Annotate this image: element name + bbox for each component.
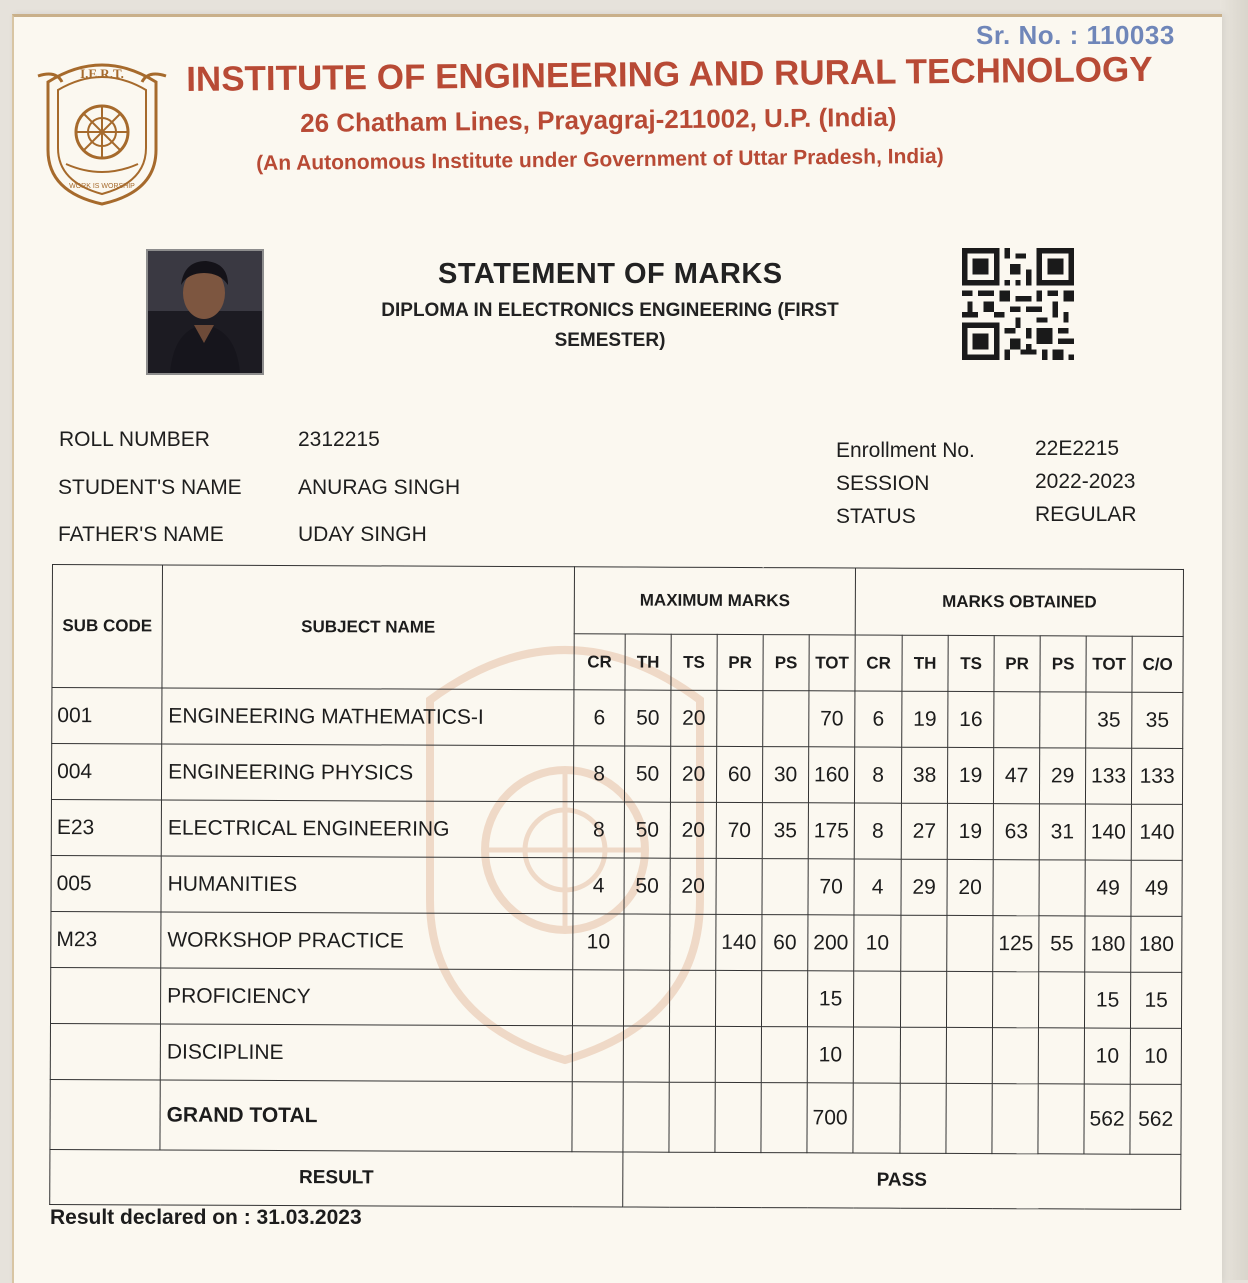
grand-total-label: GRAND TOTAL: [160, 1080, 572, 1152]
max-cr-cell: 6: [574, 690, 625, 746]
obt-cr-cell: 8: [854, 803, 901, 859]
grand-max-pr: [715, 1082, 761, 1152]
grand-max-th: [623, 1082, 669, 1152]
enrollment-label: Enrollment No.: [836, 439, 975, 462]
obt-tot-cell: 15: [1085, 972, 1131, 1028]
institute-address: 26 Chatham Lines, Prayagraj-211002, U.P. (India): [300, 101, 897, 138]
max-ts-cell: [669, 970, 715, 1026]
svg-text:WORK IS WORSHIP: WORK IS WORSHIP: [69, 183, 135, 190]
max-th-cell: 50: [625, 690, 671, 746]
obt-th-cell: [901, 971, 947, 1027]
max-ps-cell: 35: [762, 803, 808, 859]
obt-ts-cell: 19: [947, 803, 993, 859]
subject-code: 001: [52, 688, 162, 744]
max-ps-cell: 30: [762, 747, 808, 803]
obt-ts-cell: 16: [948, 691, 994, 747]
obt-co-cell: 15: [1131, 972, 1182, 1028]
max-th-cell: [623, 970, 669, 1026]
subject-code: M23: [51, 911, 161, 967]
obt-cr-cell: 10: [854, 915, 901, 971]
grand-max-ps: [761, 1083, 807, 1153]
obt-co-cell: 10: [1130, 1028, 1181, 1084]
result-value: PASS: [623, 1152, 1181, 1209]
grand-max-ts: [669, 1082, 715, 1152]
subject-row: [51, 911, 1182, 972]
subject-row: [51, 799, 1182, 860]
marks-table: [49, 564, 1184, 1210]
max-cr-cell: [572, 1026, 623, 1082]
max-pr-cell: [716, 858, 762, 914]
max-tot-cell: 10: [807, 1027, 853, 1083]
obt-tot-cell: 49: [1085, 860, 1131, 916]
obt-ps-cell: 31: [1039, 804, 1085, 860]
max-pr-cell: 140: [716, 914, 762, 970]
subject-name: ELECTRICAL ENGINEERING: [161, 800, 573, 858]
obt-pr-cell: 125: [993, 916, 1039, 972]
header-maximum-marks: MAXIMUM MARKS: [574, 567, 855, 635]
max-cr-cell: 8: [573, 746, 624, 802]
obt-ps-cell: [1039, 972, 1085, 1028]
subject-row: [51, 744, 1182, 805]
max-ts-cell: 20: [670, 858, 716, 914]
obt-co-cell: 133: [1131, 748, 1182, 804]
student-name-value: ANURAG SINGH: [298, 476, 461, 499]
grand-max-cr: [572, 1082, 623, 1152]
col-obt-pr: PR: [994, 636, 1040, 692]
grand-obt-th: [900, 1083, 946, 1153]
grand-obt-ts: [946, 1083, 992, 1153]
max-pr-cell: 60: [716, 746, 762, 802]
page-edge: [1220, 0, 1248, 1280]
grand-obt-tot: 562: [1084, 1084, 1130, 1154]
max-ts-cell: [670, 914, 716, 970]
max-pr-cell: [715, 970, 761, 1026]
obt-tot-cell: 133: [1085, 748, 1131, 804]
grand-obt-cr: [853, 1083, 900, 1153]
roll-number-value: 2312215: [298, 428, 380, 451]
obt-pr-cell: [993, 860, 1039, 916]
max-ts-cell: 20: [671, 690, 717, 746]
subject-name: ENGINEERING MATHEMATICS-I: [162, 688, 574, 746]
max-tot-cell: 15: [807, 971, 853, 1027]
obt-ts-cell: 19: [947, 747, 993, 803]
max-cr-cell: 4: [573, 858, 624, 914]
max-pr-cell: [717, 690, 763, 746]
obt-pr-cell: [992, 1028, 1038, 1084]
subject-code: 004: [51, 744, 161, 800]
max-cr-cell: 10: [573, 914, 624, 970]
max-cr-cell: [572, 970, 623, 1026]
max-th-cell: [624, 914, 670, 970]
obt-th-cell: 29: [901, 859, 947, 915]
serial-number: Sr. No. : 110033: [976, 20, 1175, 50]
enrollment-value: 22E2215: [1035, 437, 1120, 460]
subject-name: HUMANITIES: [161, 856, 573, 914]
document-subtitle: DIPLOMA IN ELECTRONICS ENGINEERING (FIRST SEMESTER): [381, 300, 839, 351]
result-declared-date: Result declared on : 31.03.2023: [50, 1206, 362, 1229]
subject-code: [50, 1023, 160, 1079]
student-name-label: STUDENT'S NAME: [58, 476, 242, 499]
header-subject-name: SUBJECT NAME: [162, 565, 575, 690]
qr-code-icon: [962, 248, 1074, 360]
max-pr-cell: [715, 1026, 761, 1082]
student-photo: [146, 249, 264, 375]
obt-ps-cell: [1038, 1028, 1084, 1084]
subject-row: [50, 1023, 1181, 1084]
subject-row: [51, 855, 1182, 916]
subject-code: [50, 967, 160, 1023]
session-value: 2022-2023: [1035, 470, 1136, 493]
status-label: STATUS: [836, 505, 916, 528]
col-obt-co: C/O: [1132, 636, 1183, 692]
obt-ps-cell: 29: [1039, 748, 1085, 804]
max-cr-cell: 8: [573, 802, 624, 858]
max-ts-cell: [669, 1026, 715, 1082]
obt-ts-cell: [947, 971, 993, 1027]
institute-logo-icon: [36, 52, 168, 208]
grand-obt-ps: [1038, 1084, 1084, 1154]
max-ps-cell: [762, 859, 808, 915]
col-obt-tot: TOT: [1086, 636, 1132, 692]
marks-body: [50, 688, 1183, 1085]
obt-cr-cell: 4: [854, 859, 901, 915]
max-ts-cell: 20: [670, 802, 716, 858]
col-obt-th: TH: [902, 635, 948, 691]
col-max-ps: PS: [763, 635, 809, 691]
subject-name: ENGINEERING PHYSICS: [161, 744, 573, 802]
obt-ts-cell: [946, 1027, 992, 1083]
subject-name: PROFICIENCY: [160, 968, 572, 1026]
max-th-cell: 50: [624, 802, 670, 858]
subject-code: 005: [51, 855, 161, 911]
obt-ps-cell: [1040, 692, 1086, 748]
obt-co-cell: 35: [1132, 692, 1183, 748]
header-sub-code: SUB CODE: [52, 565, 163, 688]
obt-cr-cell: [853, 1027, 900, 1083]
institute-name: INSTITUTE OF ENGINEERING AND RURAL TECHNOLOGY: [186, 49, 1153, 99]
obt-cr-cell: 6: [855, 691, 902, 747]
col-obt-cr: CR: [855, 635, 902, 691]
max-tot-cell: 70: [809, 691, 855, 747]
grand-max-tot: 700: [807, 1083, 853, 1153]
max-tot-cell: 70: [808, 859, 854, 915]
subject-row: [50, 967, 1181, 1028]
obt-pr-cell: [993, 972, 1039, 1028]
max-tot-cell: 175: [808, 803, 854, 859]
obt-tot-cell: 140: [1085, 804, 1131, 860]
max-th-cell: 50: [624, 746, 670, 802]
header-marks-obtained: MARKS OBTAINED: [855, 568, 1183, 636]
obt-ts-cell: 20: [947, 859, 993, 915]
obt-tot-cell: 180: [1085, 916, 1131, 972]
father-name-label: FATHER'S NAME: [58, 523, 224, 546]
obt-tot-cell: 10: [1084, 1028, 1130, 1084]
subject-code: E23: [51, 799, 161, 855]
obt-pr-cell: 47: [993, 748, 1039, 804]
svg-text:I.E.R.T.: I.E.R.T.: [80, 66, 124, 81]
grand-obt-pr: [992, 1084, 1038, 1154]
obt-co-cell: 140: [1131, 804, 1182, 860]
result-label: RESULT: [50, 1149, 623, 1206]
col-max-pr: PR: [717, 634, 763, 690]
obt-tot-cell: 35: [1086, 692, 1132, 748]
obt-ps-cell: 55: [1039, 916, 1085, 972]
col-max-tot: TOT: [809, 635, 855, 691]
obt-pr-cell: 63: [993, 804, 1039, 860]
obt-th-cell: [900, 1027, 946, 1083]
max-tot-cell: 160: [808, 747, 854, 803]
max-tot-cell: 200: [808, 915, 854, 971]
obt-th-cell: [901, 915, 947, 971]
document-title: STATEMENT OF MARKS: [438, 258, 783, 290]
obt-pr-cell: [994, 692, 1040, 748]
col-max-th: TH: [625, 634, 671, 690]
grand-total-row: [50, 1079, 1181, 1154]
obt-ts-cell: [947, 915, 993, 971]
col-max-cr: CR: [574, 634, 625, 690]
obt-th-cell: 19: [902, 691, 948, 747]
grand-obt-co: 562: [1130, 1084, 1181, 1154]
max-ps-cell: 60: [762, 915, 808, 971]
col-max-ts: TS: [671, 634, 717, 690]
max-ts-cell: 20: [670, 746, 716, 802]
obt-ps-cell: [1039, 860, 1085, 916]
subject-name: DISCIPLINE: [160, 1024, 572, 1082]
obt-cr-cell: [854, 971, 901, 1027]
father-name-value: UDAY SINGH: [298, 523, 427, 546]
student-photo-image: [148, 251, 262, 373]
obt-co-cell: 180: [1131, 916, 1182, 972]
obt-th-cell: 38: [901, 747, 947, 803]
status-value: REGULAR: [1035, 503, 1137, 526]
subject-name: WORKSHOP PRACTICE: [161, 912, 573, 970]
col-obt-ps: PS: [1040, 636, 1086, 692]
subject-row: [52, 688, 1183, 749]
max-ps-cell: [761, 971, 807, 1027]
max-pr-cell: 70: [716, 802, 762, 858]
grand-total-code: [50, 1079, 160, 1149]
institute-affiliation: (An Autonomous Institute under Government of Uttar Pradesh, India): [256, 144, 944, 175]
max-ps-cell: [761, 1027, 807, 1083]
obt-co-cell: 49: [1131, 860, 1182, 916]
result-row: [50, 1149, 1181, 1209]
max-ps-cell: [763, 691, 809, 747]
obt-cr-cell: 8: [854, 747, 901, 803]
roll-number-label: ROLL NUMBER: [59, 428, 210, 451]
max-th-cell: 50: [624, 858, 670, 914]
max-th-cell: [623, 1026, 669, 1082]
col-obt-ts: TS: [948, 635, 994, 691]
obt-th-cell: 27: [901, 803, 947, 859]
session-label: SESSION: [836, 472, 930, 495]
